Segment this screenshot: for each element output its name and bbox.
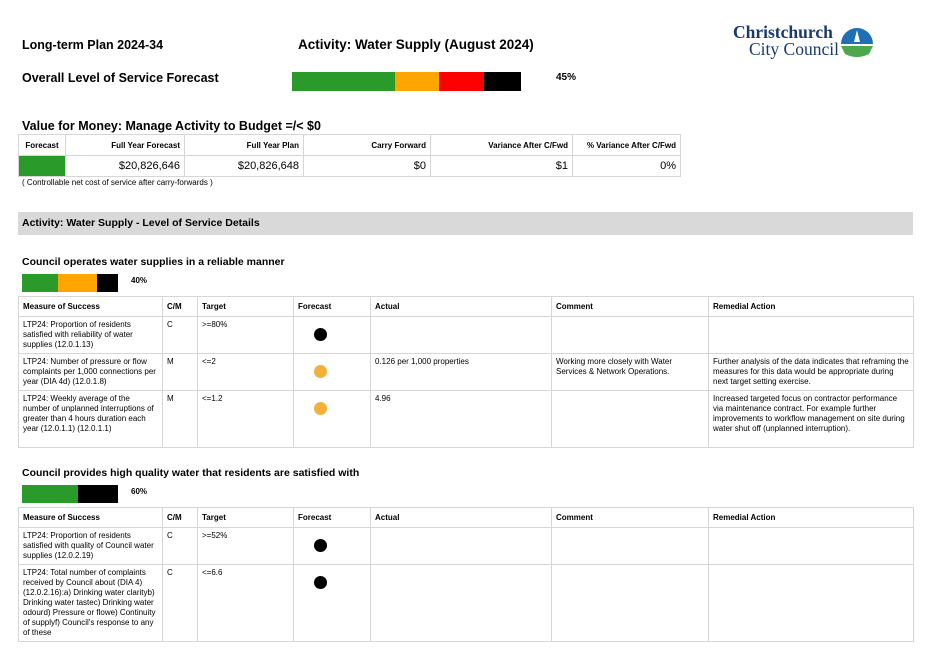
col-header: Target — [198, 297, 294, 317]
forecast-status-dot — [314, 576, 327, 589]
los-header-row — [19, 297, 914, 317]
forecast-status-dot — [314, 402, 327, 415]
vfm-header-row — [19, 135, 681, 156]
vfm-value-row — [19, 156, 681, 177]
los-header-row — [19, 508, 914, 528]
los-table — [18, 296, 914, 448]
table-row — [19, 354, 914, 391]
actual-cell: 0.126 per 1,000 properties — [371, 354, 552, 391]
group-percent: 40% — [131, 276, 148, 285]
table-row — [19, 317, 914, 354]
target-cell: <=1.2 — [198, 391, 294, 448]
forecast-cell — [294, 354, 371, 391]
vfm-value-cell: $1 — [431, 156, 573, 177]
remedial-cell — [709, 317, 914, 354]
bar-segment — [439, 72, 484, 91]
vfm-value-cell: 0% — [573, 156, 681, 177]
forecast-cell — [294, 565, 371, 642]
overall-percent: 45% — [556, 72, 577, 83]
actual-cell — [371, 565, 552, 642]
target-cell: <=6.6 — [198, 565, 294, 642]
group-title: Council operates water supplies in a reliable manner — [22, 256, 285, 268]
overall-label: Overall Level of Service Forecast — [22, 71, 219, 85]
measure-cell: LTP24: Proportion of residents satisfied with reliability of water supplies (12.0.1.13) — [19, 317, 163, 354]
vfm-note: ( Controllable net cost of service after carry-forwards ) — [22, 178, 213, 187]
forecast-cell — [294, 528, 371, 565]
bar-segment — [78, 485, 118, 503]
vfm-title: Value for Money: Manage Activity to Budget =/< $0 — [22, 119, 321, 133]
cathedral-emblem-icon — [839, 26, 875, 60]
comment-cell — [552, 565, 709, 642]
bar-segment — [97, 274, 118, 292]
measure-cell: LTP24: Weekly average of the number of unplanned interruptions of greater than 4 hours duration each year (12.0.1.1) (12.0.1.1) — [19, 391, 163, 448]
comment-cell — [552, 528, 709, 565]
table-row — [19, 528, 914, 565]
vfm-header-cell: % Variance After C/Fwd — [573, 135, 681, 156]
remedial-cell — [709, 565, 914, 642]
group-forecast-bar — [22, 485, 118, 503]
group-forecast-bar — [22, 274, 118, 292]
logo-line-1: Christchurch — [733, 22, 833, 42]
vfm-value-cell: $0 — [304, 156, 431, 177]
vfm-forecast-swatch — [19, 156, 65, 176]
measure-cell: LTP24: Proportion of residents satisfied with quality of Council water supplies (12.0.2.19) — [19, 528, 163, 565]
col-header: Forecast — [294, 508, 371, 528]
col-header: Comment — [552, 508, 709, 528]
section-header-band — [18, 212, 913, 235]
comment-cell — [552, 391, 709, 448]
remedial-cell: Further analysis of the data indicates that reframing the measures for this data would be appropriate during next target setting exercise. — [709, 354, 914, 391]
logo-line-2: City Council — [749, 39, 839, 59]
vfm-header-cell: Variance After C/Fwd — [431, 135, 573, 156]
remedial-cell — [709, 528, 914, 565]
forecast-cell — [294, 391, 371, 448]
vfm-forecast-swatch-cell — [19, 156, 66, 177]
col-header: Measure of Success — [19, 297, 163, 317]
bar-segment — [484, 72, 521, 91]
comment-cell — [552, 317, 709, 354]
overall-forecast-bar — [292, 72, 521, 91]
target-cell: >=52% — [198, 528, 294, 565]
forecast-status-dot — [314, 328, 327, 341]
cm-cell: M — [163, 354, 198, 391]
bar-segment — [292, 72, 395, 91]
comment-cell: Working more closely with Water Services & Network Operations. — [552, 354, 709, 391]
col-header: Comment — [552, 297, 709, 317]
vfm-header-cell: Full Year Forecast — [66, 135, 185, 156]
target-cell: >=80% — [198, 317, 294, 354]
forecast-cell — [294, 317, 371, 354]
cm-cell: C — [163, 565, 198, 642]
actual-cell — [371, 528, 552, 565]
cm-cell: C — [163, 528, 198, 565]
col-header: Remedial Action — [709, 297, 914, 317]
cm-cell: C — [163, 317, 198, 354]
col-header: Actual — [371, 297, 552, 317]
group-percent: 60% — [131, 487, 148, 496]
bar-segment — [22, 274, 58, 292]
col-header: Measure of Success — [19, 508, 163, 528]
vfm-value-cell: $20,826,648 — [185, 156, 304, 177]
col-header: C/M — [163, 508, 198, 528]
measure-cell: LTP24: Total number of complaints received by Council about (DIA 4) (12.0.2.16):a) Drinking water clarityb) Drinking water tastec) Drinking water odourd) Pressure or flowe) Continuity of supplyf) Council's response to any of these — [19, 565, 163, 642]
table-row — [19, 391, 914, 448]
vfm-value-cell: $20,826,646 — [66, 156, 185, 177]
vfm-header-cell: Full Year Plan — [185, 135, 304, 156]
remedial-cell: Increased targeted focus on contractor performance via maintenance contract. For example further improvements to workflow management on site during water shut off (unplanned interruption). — [709, 391, 914, 448]
col-header: C/M — [163, 297, 198, 317]
vfm-header-cell: Carry Forward — [304, 135, 431, 156]
activity-title: Activity: Water Supply (August 2024) — [298, 37, 534, 52]
cm-cell: M — [163, 391, 198, 448]
forecast-status-dot — [314, 539, 327, 552]
vfm-table — [18, 134, 681, 177]
col-header: Forecast — [294, 297, 371, 317]
measure-cell: LTP24: Number of pressure or flow complaints per 1,000 connections per year (DIA 4d) (12.0.1.8) — [19, 354, 163, 391]
bar-segment — [22, 485, 78, 503]
group-title: Council provides high quality water that residents are satisfied with — [22, 467, 360, 479]
vfm-header-cell: Forecast — [19, 135, 66, 156]
bar-segment — [58, 274, 96, 292]
forecast-status-dot — [314, 365, 327, 378]
actual-cell — [371, 317, 552, 354]
col-header: Target — [198, 508, 294, 528]
col-header: Actual — [371, 508, 552, 528]
bar-segment — [395, 72, 439, 91]
table-row — [19, 565, 914, 642]
los-table — [18, 507, 914, 642]
actual-cell: 4.96 — [371, 391, 552, 448]
col-header: Remedial Action — [709, 508, 914, 528]
plan-title: Long-term Plan 2024-34 — [22, 38, 164, 52]
council-logo — [733, 24, 883, 64]
section-title: Activity: Water Supply - Level of Service Details — [22, 217, 260, 229]
target-cell: <=2 — [198, 354, 294, 391]
